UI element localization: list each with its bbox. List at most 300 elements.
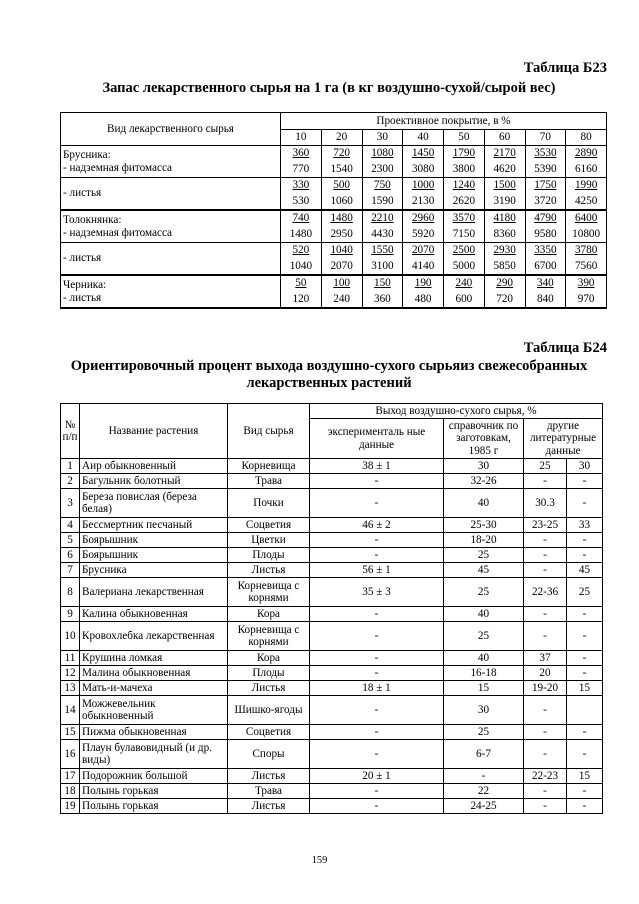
raw-weight-value: 720 bbox=[496, 292, 514, 305]
plant-name: Боярышник bbox=[80, 533, 228, 548]
experimental-value: - bbox=[310, 696, 444, 725]
literature-value-1: - bbox=[524, 696, 567, 725]
dry-weight-value: 2070 bbox=[411, 244, 435, 256]
experimental-value: 35 ± 3 bbox=[310, 578, 444, 607]
literature-value-2: - bbox=[567, 548, 603, 563]
raw-material-type: Листья bbox=[228, 563, 310, 578]
experimental-value: - bbox=[310, 651, 444, 666]
table-b23-column-header: 60 bbox=[484, 130, 525, 146]
raw-weight-value: 240 bbox=[333, 292, 351, 305]
table-b23-value-cell bbox=[321, 243, 362, 276]
table-b23-header-left: Вид лекарственного сырья bbox=[61, 113, 281, 146]
dry-weight-value: 2890 bbox=[574, 147, 598, 159]
table-b24-header-literature: другие литературные данные bbox=[524, 419, 603, 459]
reference-value: 45 bbox=[444, 563, 524, 578]
raw-weight-value: 2130 bbox=[411, 194, 435, 207]
table-b24-title-line2: лекарственных растений bbox=[246, 375, 412, 391]
experimental-value: - bbox=[310, 799, 444, 814]
row-label-line: Брусника: bbox=[63, 148, 111, 161]
table-b23-value-cell bbox=[362, 275, 403, 308]
raw-weight-value: 4620 bbox=[493, 162, 516, 175]
table-row bbox=[61, 275, 607, 308]
raw-weight-value: 2300 bbox=[371, 162, 394, 175]
dry-weight-value: 3350 bbox=[534, 244, 557, 256]
plant-name: Аир обыкновенный bbox=[80, 459, 228, 474]
row-label-line: Толокнянка: bbox=[63, 213, 122, 226]
plant-name: Брусника bbox=[80, 563, 228, 578]
raw-weight-value: 3100 bbox=[371, 259, 394, 272]
reference-value: - bbox=[444, 769, 524, 784]
reference-value: 40 bbox=[444, 651, 524, 666]
reference-value: 24-25 bbox=[444, 799, 524, 814]
dry-weight-value: 720 bbox=[333, 147, 351, 159]
raw-weight-value: 2070 bbox=[330, 259, 353, 272]
raw-weight-value: 5850 bbox=[493, 259, 516, 272]
table-b23-column-header: 30 bbox=[362, 130, 403, 146]
table-b23-value-cell bbox=[362, 178, 403, 211]
table-b23-row-label bbox=[61, 243, 281, 276]
table-row bbox=[61, 578, 603, 607]
experimental-value: - bbox=[310, 533, 444, 548]
reference-value: 25 bbox=[444, 578, 524, 607]
dry-weight-value: 3780 bbox=[574, 244, 598, 256]
literature-value-2: - bbox=[567, 651, 603, 666]
row-number: 4 bbox=[61, 518, 80, 533]
literature-value-2: 30 bbox=[567, 459, 603, 474]
dry-weight-value: 190 bbox=[414, 277, 432, 289]
raw-weight-value: 600 bbox=[455, 292, 473, 305]
literature-value-1: - bbox=[524, 725, 567, 740]
table-b23-value-cell bbox=[444, 275, 485, 308]
plant-name: Можжевельник обыкновенный bbox=[80, 696, 228, 725]
literature-value-2: 15 bbox=[567, 769, 603, 784]
dry-weight-value: 1450 bbox=[411, 147, 435, 159]
table-b23-value-cell bbox=[403, 243, 444, 276]
dry-weight-value: 1080 bbox=[371, 147, 394, 159]
row-label-line: - листья bbox=[63, 291, 102, 304]
plant-name: Малина обыкновенная bbox=[80, 666, 228, 681]
literature-value-2: 45 bbox=[567, 563, 603, 578]
table-b23-title: Запас лекарственного сырья на 1 га (в кг воздушно-сухой/сырой вес) bbox=[102, 80, 556, 96]
row-number: 10 bbox=[61, 622, 80, 651]
experimental-value: - bbox=[310, 740, 444, 769]
row-number: 6 bbox=[61, 548, 80, 563]
literature-value-2: - bbox=[567, 533, 603, 548]
raw-material-type: Трава bbox=[228, 474, 310, 489]
literature-value-2 bbox=[567, 696, 603, 725]
raw-material-type: Листья bbox=[228, 799, 310, 814]
raw-material-type: Корневища с корнями bbox=[228, 622, 310, 651]
table-b23 bbox=[60, 112, 607, 309]
table-b23-column-header: 40 bbox=[403, 130, 444, 146]
literature-value-1: 22-23 bbox=[524, 769, 567, 784]
table-b23-value-cell bbox=[444, 243, 485, 276]
row-number: 8 bbox=[61, 578, 80, 607]
dry-weight-value: 360 bbox=[292, 147, 310, 159]
literature-value-1: - bbox=[524, 799, 567, 814]
raw-weight-value: 10800 bbox=[572, 227, 601, 240]
experimental-value: - bbox=[310, 725, 444, 740]
table-row bbox=[61, 696, 603, 725]
table-b23-value-cell bbox=[566, 210, 607, 243]
raw-weight-value: 5000 bbox=[452, 259, 476, 272]
literature-value-1: 19-20 bbox=[524, 681, 567, 696]
reference-value: 40 bbox=[444, 607, 524, 622]
table-b24-header-yield: Выход воздушно-сухого сырья, % bbox=[310, 404, 603, 419]
table-row bbox=[61, 474, 603, 489]
raw-weight-value: 5920 bbox=[411, 227, 435, 240]
literature-value-1: 20 bbox=[524, 666, 567, 681]
row-number: 18 bbox=[61, 784, 80, 799]
experimental-value: 38 ± 1 bbox=[310, 459, 444, 474]
literature-value-1: 22-36 bbox=[524, 578, 567, 607]
table-b23-value-cell bbox=[321, 146, 362, 178]
plant-name: Полынь горькая bbox=[80, 799, 228, 814]
raw-weight-value: 7560 bbox=[574, 259, 598, 272]
table-b24 bbox=[60, 403, 603, 814]
row-number: 13 bbox=[61, 681, 80, 696]
dry-weight-value: 1750 bbox=[534, 179, 557, 191]
row-number: 5 bbox=[61, 533, 80, 548]
row-number: 19 bbox=[61, 799, 80, 814]
table-row bbox=[61, 681, 603, 696]
dry-weight-value: 1790 bbox=[452, 147, 476, 159]
table-b23-value-cell bbox=[281, 275, 322, 308]
raw-material-type: Трава bbox=[228, 784, 310, 799]
row-number: 12 bbox=[61, 666, 80, 681]
dry-weight-value: 340 bbox=[536, 277, 554, 289]
dry-weight-value: 2210 bbox=[371, 212, 394, 224]
row-label-line: - листья bbox=[63, 187, 102, 199]
raw-material-type: Листья bbox=[228, 681, 310, 696]
dry-weight-value: 520 bbox=[292, 244, 310, 256]
experimental-value: 20 ± 1 bbox=[310, 769, 444, 784]
literature-value-2: - bbox=[567, 784, 603, 799]
table-row bbox=[61, 799, 603, 814]
table-b23-label: Таблица Б23 bbox=[523, 60, 607, 76]
dry-weight-value: 750 bbox=[373, 179, 391, 191]
raw-material-type: Плоды bbox=[228, 666, 310, 681]
table-b24-header-row-1 bbox=[61, 404, 603, 419]
literature-value-1: - bbox=[524, 548, 567, 563]
raw-material-type: Кора bbox=[228, 651, 310, 666]
raw-material-type: Шишко-ягоды bbox=[228, 696, 310, 725]
literature-value-1: - bbox=[524, 563, 567, 578]
table-b23-value-cell bbox=[281, 146, 322, 178]
dry-weight-value: 1000 bbox=[411, 179, 435, 191]
reference-value: 15 bbox=[444, 681, 524, 696]
reference-value: 25 bbox=[444, 622, 524, 651]
raw-weight-value: 3190 bbox=[493, 194, 516, 207]
table-row bbox=[61, 740, 603, 769]
dry-weight-value: 2170 bbox=[493, 147, 516, 159]
table-b23-row-label bbox=[61, 178, 281, 211]
dry-weight-value: 6400 bbox=[574, 212, 598, 224]
dry-weight-value: 240 bbox=[455, 277, 473, 289]
dry-weight-value: 290 bbox=[496, 277, 514, 289]
table-row bbox=[61, 563, 603, 578]
experimental-value: 56 ± 1 bbox=[310, 563, 444, 578]
table-b23-value-cell bbox=[281, 178, 322, 211]
dry-weight-value: 3570 bbox=[452, 212, 476, 224]
dry-weight-value: 2500 bbox=[452, 244, 476, 256]
table-row bbox=[61, 725, 603, 740]
reference-value: 32-26 bbox=[444, 474, 524, 489]
table-b23-value-cell bbox=[525, 275, 566, 308]
plant-name: Полынь горькая bbox=[80, 784, 228, 799]
table-b23-value-cell bbox=[525, 178, 566, 211]
table-b23-value-cell bbox=[525, 243, 566, 276]
plant-name: Подорожник большой bbox=[80, 769, 228, 784]
table-b23-value-cell bbox=[403, 178, 444, 211]
plant-name: Калина обыкновенная bbox=[80, 607, 228, 622]
table-row bbox=[61, 518, 603, 533]
raw-weight-value: 3080 bbox=[411, 162, 435, 175]
dry-weight-value: 390 bbox=[577, 277, 595, 289]
literature-value-2: - bbox=[567, 740, 603, 769]
raw-weight-value: 480 bbox=[414, 292, 432, 305]
row-number: 15 bbox=[61, 725, 80, 740]
table-b23-value-cell bbox=[525, 210, 566, 243]
dry-weight-value: 330 bbox=[292, 179, 310, 191]
experimental-value: - bbox=[310, 548, 444, 563]
raw-material-type: Корневища с корнями bbox=[228, 578, 310, 607]
raw-material-type: Соцветия bbox=[228, 725, 310, 740]
experimental-value: - bbox=[310, 607, 444, 622]
table-b23-header-group: Проективное покрытие, в % bbox=[281, 113, 607, 130]
plant-name: Бессмертник песчаный bbox=[80, 518, 228, 533]
row-label-line: - надземная фитомасса bbox=[63, 161, 173, 174]
dry-weight-value: 1240 bbox=[452, 179, 476, 191]
table-b23-body bbox=[61, 113, 607, 309]
experimental-value: 46 ± 2 bbox=[310, 518, 444, 533]
table-b23-row-label bbox=[61, 210, 281, 243]
literature-value-2: - bbox=[567, 799, 603, 814]
table-b23-value-cell bbox=[321, 210, 362, 243]
table-row bbox=[61, 622, 603, 651]
experimental-value: - bbox=[310, 666, 444, 681]
raw-weight-value: 7150 bbox=[452, 227, 476, 240]
table-b24-title bbox=[40, 358, 618, 392]
reference-value: 30 bbox=[444, 459, 524, 474]
table-b23-value-cell bbox=[566, 275, 607, 308]
table-b23-value-cell bbox=[566, 243, 607, 276]
table-b24-header-num: № п/п bbox=[61, 404, 80, 459]
raw-material-type: Почки bbox=[228, 489, 310, 518]
row-number: 9 bbox=[61, 607, 80, 622]
raw-material-type: Соцветия bbox=[228, 518, 310, 533]
experimental-value: - bbox=[310, 622, 444, 651]
experimental-value: - bbox=[310, 474, 444, 489]
raw-material-type: Корневища bbox=[228, 459, 310, 474]
table-b23-row-label bbox=[61, 146, 281, 178]
reference-value: 18-20 bbox=[444, 533, 524, 548]
dry-weight-value: 500 bbox=[333, 179, 351, 191]
raw-weight-value: 840 bbox=[536, 292, 554, 305]
plant-name: Багульник болотный bbox=[80, 474, 228, 489]
plant-name: Плаун булавовидный (и др. виды) bbox=[80, 740, 228, 769]
literature-value-2: 33 bbox=[567, 518, 603, 533]
literature-value-2: - bbox=[567, 474, 603, 489]
table-b23-column-header: 80 bbox=[566, 130, 607, 146]
table-b24-header-experimental: эксперименталь ные данные bbox=[310, 419, 444, 459]
dry-weight-value: 1990 bbox=[574, 179, 598, 191]
dry-weight-value: 150 bbox=[373, 277, 391, 289]
row-number: 7 bbox=[61, 563, 80, 578]
literature-value-2: 25 bbox=[567, 578, 603, 607]
row-number: 1 bbox=[61, 459, 80, 474]
page-number: 159 bbox=[311, 855, 328, 866]
raw-weight-value: 6700 bbox=[534, 259, 557, 272]
table-b24-label: Таблица Б24 bbox=[523, 340, 607, 356]
raw-weight-value: 1590 bbox=[371, 194, 394, 207]
raw-weight-value: 4430 bbox=[371, 227, 394, 240]
table-b23-value-cell bbox=[321, 275, 362, 308]
table-b23-column-header: 50 bbox=[444, 130, 485, 146]
dry-weight-value: 2930 bbox=[493, 244, 516, 256]
reference-value: 40 bbox=[444, 489, 524, 518]
literature-value-2: - bbox=[567, 607, 603, 622]
table-row bbox=[61, 178, 607, 211]
raw-weight-value: 6160 bbox=[574, 162, 598, 175]
dry-weight-value: 1550 bbox=[371, 244, 394, 256]
plant-name: Пижма обыкновенная bbox=[80, 725, 228, 740]
plant-name: Валериана лекарственная bbox=[80, 578, 228, 607]
table-row bbox=[61, 769, 603, 784]
raw-material-type: Кора bbox=[228, 607, 310, 622]
table-b23-value-cell bbox=[484, 146, 525, 178]
row-number: 11 bbox=[61, 651, 80, 666]
table-row bbox=[61, 548, 603, 563]
table-b24-header-reference: справочник по заготовкам, 1985 г bbox=[444, 419, 524, 459]
table-row bbox=[61, 651, 603, 666]
dry-weight-value: 1480 bbox=[330, 212, 353, 224]
literature-value-1: - bbox=[524, 622, 567, 651]
dry-weight-value: 2960 bbox=[411, 212, 435, 224]
literature-value-2: 15 bbox=[567, 681, 603, 696]
experimental-value: 18 ± 1 bbox=[310, 681, 444, 696]
table-b23-value-cell bbox=[362, 243, 403, 276]
literature-value-1: 30.3 bbox=[524, 489, 567, 518]
plant-name: Боярышник bbox=[80, 548, 228, 563]
raw-weight-value: 5390 bbox=[534, 162, 557, 175]
dry-weight-value: 1040 bbox=[330, 244, 353, 256]
experimental-value: - bbox=[310, 489, 444, 518]
table-b23-column-header: 70 bbox=[525, 130, 566, 146]
table-b23-value-cell bbox=[321, 178, 362, 211]
row-label-line: Черника: bbox=[63, 278, 107, 291]
literature-value-1: 37 bbox=[524, 651, 567, 666]
table-row bbox=[61, 607, 603, 622]
literature-value-1: - bbox=[524, 740, 567, 769]
raw-weight-value: 8360 bbox=[493, 227, 516, 240]
row-number: 14 bbox=[61, 696, 80, 725]
table-b23-value-cell bbox=[444, 210, 485, 243]
table-b23-value-cell bbox=[566, 146, 607, 178]
table-b23-value-cell bbox=[484, 275, 525, 308]
table-row bbox=[61, 489, 603, 518]
raw-weight-value: 2950 bbox=[330, 227, 353, 240]
literature-value-2: - bbox=[567, 622, 603, 651]
literature-value-2: - bbox=[567, 666, 603, 681]
table-b23-value-cell bbox=[444, 178, 485, 211]
plant-name: Крушина ломкая bbox=[80, 651, 228, 666]
table-row bbox=[61, 146, 607, 178]
raw-weight-value: 4250 bbox=[574, 194, 598, 207]
raw-weight-value: 770 bbox=[292, 162, 310, 175]
table-b23-value-cell bbox=[484, 178, 525, 211]
row-label-line: - надземная фитомасса bbox=[63, 226, 173, 239]
table-row bbox=[61, 210, 607, 243]
literature-value-2: - bbox=[567, 489, 603, 518]
raw-weight-value: 530 bbox=[292, 194, 310, 207]
table-b23-row-label bbox=[61, 275, 281, 308]
raw-weight-value: 1040 bbox=[289, 259, 313, 272]
dry-weight-value: 50 bbox=[295, 277, 307, 289]
raw-weight-value: 9580 bbox=[534, 227, 557, 240]
raw-weight-value: 1060 bbox=[330, 194, 353, 207]
raw-weight-value: 120 bbox=[292, 292, 310, 305]
literature-value-2: - bbox=[567, 725, 603, 740]
table-b23-column-header: 20 bbox=[321, 130, 362, 146]
experimental-value: - bbox=[310, 784, 444, 799]
dry-weight-value: 4790 bbox=[534, 212, 557, 224]
raw-weight-value: 360 bbox=[373, 292, 391, 305]
reference-value: 25 bbox=[444, 548, 524, 563]
row-number: 16 bbox=[61, 740, 80, 769]
raw-material-type: Листья bbox=[228, 769, 310, 784]
row-label-line: - листья bbox=[63, 252, 102, 264]
literature-value-1: - bbox=[524, 607, 567, 622]
table-b23-value-cell bbox=[362, 210, 403, 243]
reference-value: 22 bbox=[444, 784, 524, 799]
row-number: 3 bbox=[61, 489, 80, 518]
table-b24-body bbox=[61, 404, 603, 814]
dry-weight-value: 740 bbox=[292, 212, 310, 224]
table-b23-value-cell bbox=[281, 243, 322, 276]
literature-value-1: 23-25 bbox=[524, 518, 567, 533]
raw-weight-value: 1480 bbox=[289, 227, 313, 240]
literature-value-1: - bbox=[524, 474, 567, 489]
table-b24-title-line1: Ориентировочный процент выхода воздушно-сухого сырьяиз свежесобранных bbox=[70, 358, 588, 374]
table-b23-value-cell bbox=[281, 210, 322, 243]
raw-weight-value: 1540 bbox=[330, 162, 353, 175]
table-b24-header-name: Название растения bbox=[80, 404, 228, 459]
table-row bbox=[61, 459, 603, 474]
table-b23-value-cell bbox=[444, 146, 485, 178]
raw-weight-value: 2620 bbox=[452, 194, 476, 207]
raw-weight-value: 3720 bbox=[534, 194, 557, 207]
raw-material-type: Споры bbox=[228, 740, 310, 769]
raw-weight-value: 970 bbox=[577, 292, 595, 305]
table-b23-value-cell bbox=[362, 146, 403, 178]
literature-value-1: 25 bbox=[524, 459, 567, 474]
table-b23-value-cell bbox=[566, 178, 607, 211]
reference-value: 6-7 bbox=[444, 740, 524, 769]
table-b23-value-cell bbox=[403, 146, 444, 178]
dry-weight-value: 3530 bbox=[534, 147, 557, 159]
table-b23-value-cell bbox=[403, 275, 444, 308]
table-b23-value-cell bbox=[484, 210, 525, 243]
table-b23-value-cell bbox=[403, 210, 444, 243]
reference-value: 25 bbox=[444, 725, 524, 740]
reference-value: 30 bbox=[444, 696, 524, 725]
dry-weight-value: 1500 bbox=[493, 179, 516, 191]
reference-value: 16-18 bbox=[444, 666, 524, 681]
row-number: 17 bbox=[61, 769, 80, 784]
table-b23-value-cell bbox=[525, 146, 566, 178]
table-b23-value-cell bbox=[484, 243, 525, 276]
